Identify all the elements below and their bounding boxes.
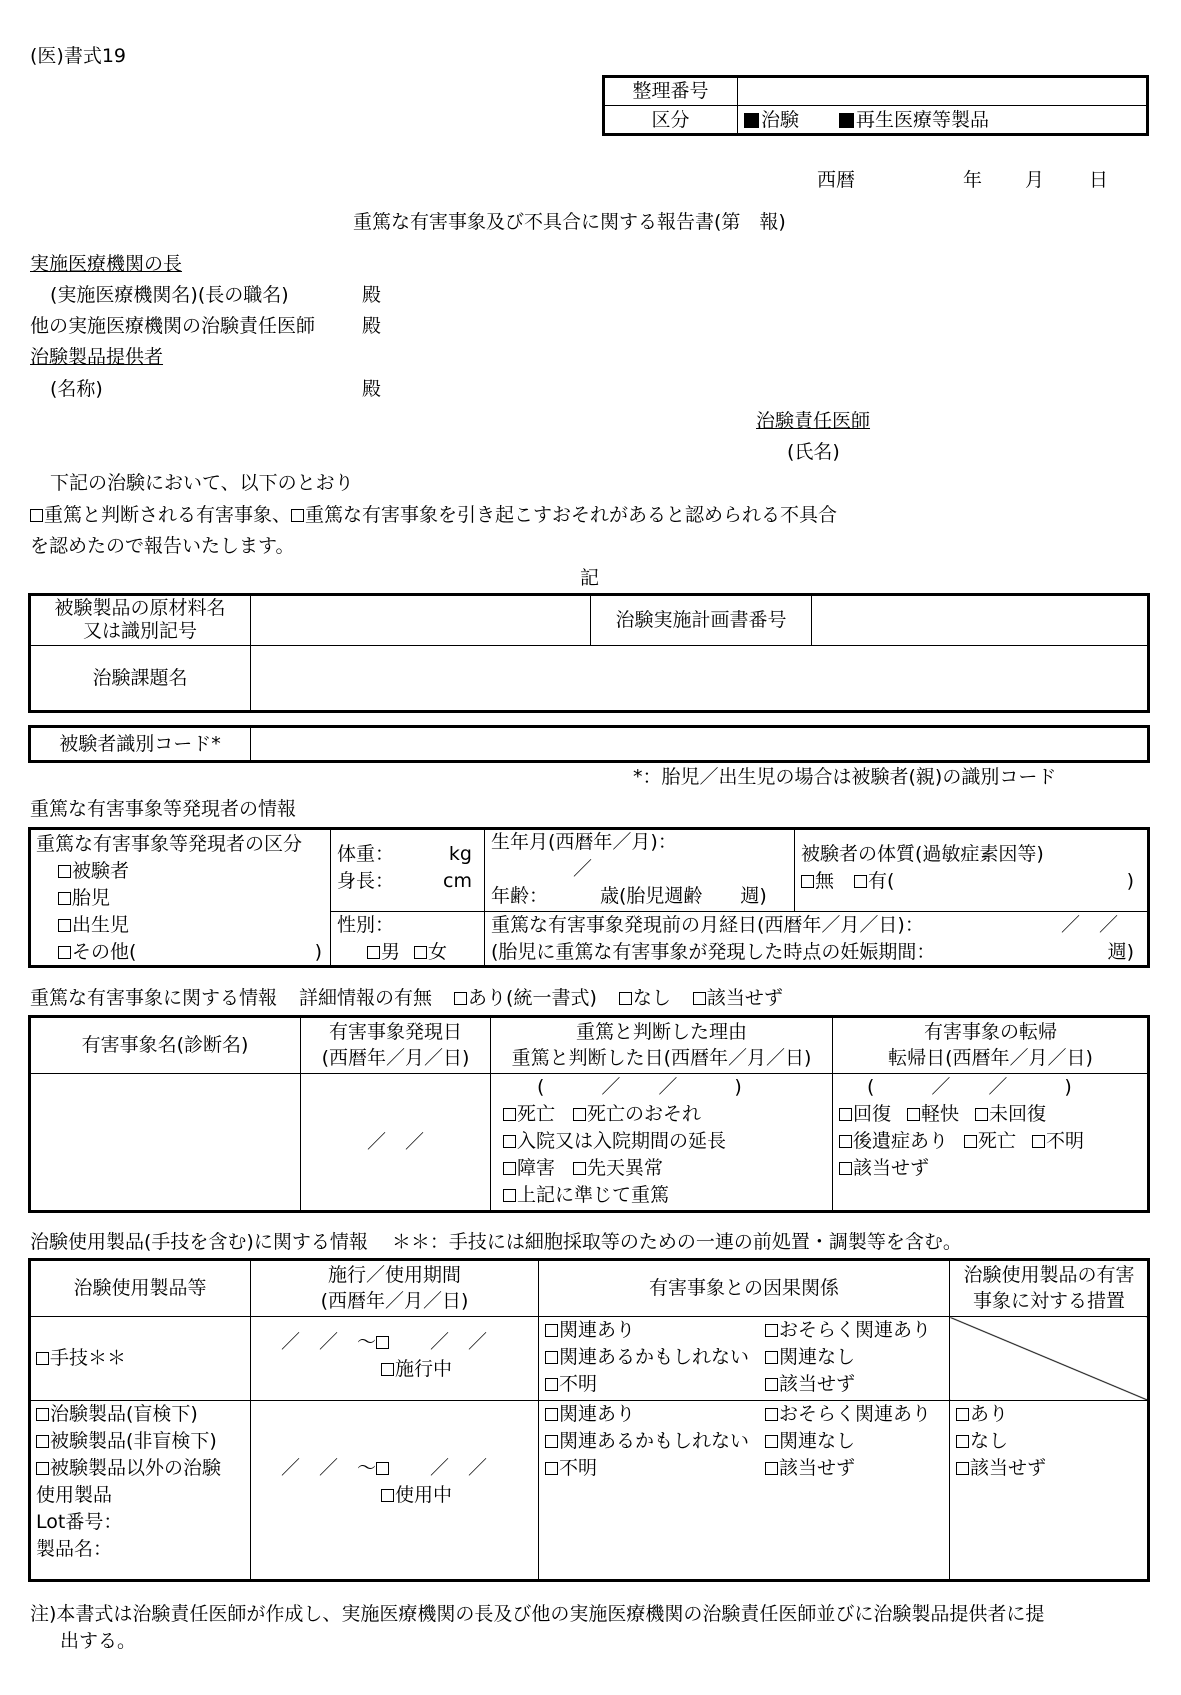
- sec5-note: ＊＊：手技には細胞採取等のための一連の前処置・調製等を含む。: [391, 1231, 962, 1253]
- admin-box: [603, 76, 1148, 135]
- reason-hosp: 入院又は入院期間の延長: [517, 1130, 727, 1152]
- checkbox-icon[interactable]: [545, 1462, 558, 1475]
- date-month: 月: [1025, 169, 1045, 191]
- reason-disability: 障害: [517, 1157, 556, 1179]
- kubun-options: [738, 106, 1148, 135]
- checkbox-icon[interactable]: [30, 509, 43, 522]
- checkbox-icon[interactable]: [765, 1408, 778, 1421]
- causal-na: 該当せず: [779, 1373, 856, 1395]
- checkbox-icon[interactable]: [545, 1351, 558, 1364]
- opt-newborn: 出生児: [72, 914, 130, 936]
- h-ae-name: 有害事象名(診断名): [30, 1017, 301, 1074]
- checkbox-icon[interactable]: [503, 1189, 516, 1202]
- causal-unknown: 不明: [559, 1373, 598, 1395]
- age-unit: 歳(胎児週齢 週): [600, 885, 767, 907]
- pregnancy-label: (胎児に重篤な有害事象が発現した時点の妊娠期間：: [491, 940, 936, 963]
- seiri-label: 整理番号: [604, 77, 738, 106]
- sec4-detail: 詳細情報の有無: [299, 987, 433, 1009]
- date-day: 日: [1089, 169, 1109, 191]
- product-name-label: 製品名：: [36, 1538, 113, 1560]
- lot-label: Lot番号：: [36, 1511, 123, 1533]
- action-no: なし: [970, 1430, 1009, 1452]
- detail-opt1: あり(統一書式): [468, 987, 597, 1009]
- height-label: 身長：: [337, 870, 395, 892]
- tech-period-start[interactable]: ／ ／ ～: [281, 1331, 377, 1353]
- constitution-label: 被験者の体質(過敏症素因等): [801, 843, 1044, 865]
- menstrual-slashes: ／ ／: [1060, 913, 1118, 936]
- product-period-end[interactable]: ／ ／: [430, 1457, 488, 1479]
- birth-age-cell: [485, 829, 795, 912]
- causal-related: 関連あり: [559, 1403, 636, 1425]
- sex-label: 性別：: [337, 913, 395, 936]
- ae-name-value[interactable]: [30, 1074, 301, 1212]
- weight-label: 体重：: [337, 843, 395, 865]
- trial-info-table: [29, 594, 1149, 712]
- h-causal: 有害事象との因果関係: [539, 1260, 950, 1317]
- checkbox-icon[interactable]: [454, 992, 467, 1005]
- checkbox-icon[interactable]: [36, 1462, 49, 1475]
- birth-slash: ／: [573, 858, 593, 880]
- product-blind: 治験製品(盲検下): [50, 1403, 198, 1425]
- outcome-death: 死亡: [978, 1130, 1017, 1152]
- reason-other: 上記に準じて重篤: [517, 1184, 670, 1206]
- footnote-line1: 注)本書式は治験責任医師が作成し、実施医療機関の長及び他の実施医療機関の治験責任医師並びに治験製品提供者に提: [30, 1603, 1045, 1625]
- body-size-cell: [331, 829, 485, 912]
- product-period-start[interactable]: ／ ／ ～: [281, 1457, 377, 1479]
- checkbox-icon[interactable]: [1032, 1135, 1045, 1148]
- checkbox-icon[interactable]: [573, 1108, 586, 1121]
- checkbox-icon[interactable]: [503, 1135, 516, 1148]
- addr-head-title: 実施医療機関の長: [30, 253, 183, 275]
- checkbox-icon[interactable]: [503, 1162, 516, 1175]
- sec4-title: 重篤な有害事象に関する情報: [30, 987, 278, 1009]
- date-era: 西暦: [817, 169, 856, 191]
- tech-action-crossed: [950, 1317, 1149, 1401]
- checkbox-icon[interactable]: [36, 1435, 49, 1448]
- checkbox-icon[interactable]: [956, 1435, 969, 1448]
- subject-code-value[interactable]: [251, 727, 1149, 762]
- date-year: 年: [963, 169, 983, 191]
- causal-unknown: 不明: [559, 1457, 598, 1479]
- checkbox-icon[interactable]: [839, 1162, 852, 1175]
- checkbox-icon[interactable]: [381, 1363, 394, 1376]
- checkbox-icon[interactable]: [291, 509, 304, 522]
- h-onset: 有害事象発現日 (西暦年／月／日): [301, 1017, 491, 1074]
- sex-male: 男: [381, 940, 401, 963]
- intro-line3: を認めたので報告いたします。: [30, 535, 295, 557]
- constitution-yes: 有(: [868, 870, 895, 892]
- intro-line1: 下記の治験において、以下のとおり: [50, 472, 354, 494]
- sec5-line: [30, 1230, 962, 1255]
- checkbox-icon[interactable]: [765, 1351, 778, 1364]
- h-outcome: 有害事象の転帰 転帰日(西暦年／月／日): [833, 1017, 1149, 1074]
- checkbox-icon[interactable]: [907, 1108, 920, 1121]
- checkbox-icon[interactable]: [956, 1462, 969, 1475]
- constitution-cell: 被験者の体質(過敏症素因等) 無 有( ): [795, 829, 1149, 912]
- adverse-event-table: [29, 1016, 1149, 1212]
- addr-provider: 治験製品提供者: [30, 346, 164, 368]
- checkbox-icon[interactable]: [503, 1108, 516, 1121]
- kubun-opt1: 治験: [761, 108, 800, 131]
- causal-unrelated: 関連なし: [779, 1430, 856, 1452]
- subject-code-table: [29, 726, 1149, 762]
- checkbox-icon[interactable]: [58, 865, 71, 878]
- checkbox-icon[interactable]: [381, 1489, 394, 1502]
- subject-value[interactable]: [251, 646, 1149, 712]
- page-title: 重篤な有害事象及び不具合に関する報告書(第 報): [353, 211, 786, 233]
- reason-death: 死亡: [517, 1103, 556, 1125]
- checkbox-icon[interactable]: [854, 875, 867, 888]
- patient-info-table: [29, 828, 1149, 967]
- protocol-no-value[interactable]: [812, 595, 1149, 646]
- h-period: 施行／使用期間 (西暦年／月／日): [251, 1260, 539, 1317]
- tech-label: 手技＊＊: [50, 1347, 127, 1369]
- dono-2: 殿: [362, 315, 382, 337]
- birth-label: 生年月(西暦年／月)：: [491, 831, 677, 853]
- seiri-value[interactable]: [738, 77, 1148, 106]
- constitution-none: 無: [815, 870, 835, 892]
- checkbox-icon[interactable]: [58, 946, 71, 959]
- checkbox-icon[interactable]: [36, 1408, 49, 1421]
- h-action: 治験使用製品の有害 事象に対する措置: [950, 1260, 1149, 1317]
- checkbox-icon[interactable]: [36, 1352, 49, 1365]
- detail-opt3: 該当せず: [706, 987, 783, 1009]
- action-na: 該当せず: [970, 1457, 1047, 1479]
- sec3-title: 重篤な有害事象等発現者の情報: [30, 798, 297, 820]
- intro-opt-defect: 重篤な有害事象を引き起こすおそれがあると認められる不具合: [305, 504, 838, 526]
- checkbox-icon[interactable]: [956, 1408, 969, 1421]
- product-open: 被験製品(非盲検下): [50, 1430, 217, 1452]
- patient-kubun-cell: 重篤な有害事象等発現者の区分 被験者 胎児 出生児 その他( ): [30, 829, 331, 967]
- code-note: *：胎児／出生児の場合は被験者(親)の識別コード: [633, 766, 1057, 788]
- causal-na: 該当せず: [779, 1457, 856, 1479]
- addr-provider-name: (名称): [50, 378, 103, 400]
- tech-causal-cell: [539, 1317, 950, 1401]
- causal-possible: 関連あるかもしれない: [559, 1346, 750, 1368]
- checkbox-icon[interactable]: [573, 1162, 586, 1175]
- reporter-title: 治験責任医師: [756, 410, 871, 432]
- material-label: 被験製品の原材料名 又は識別記号: [30, 595, 251, 646]
- sec4-line: [30, 986, 783, 1011]
- reason-date[interactable]: ( ／ ／ ): [537, 1076, 742, 1098]
- checkbox-icon[interactable]: [545, 1435, 558, 1448]
- checkbox-icon[interactable]: [765, 1462, 778, 1475]
- product-period-cell: [251, 1401, 539, 1581]
- opt-fetus: 胎児: [72, 887, 111, 909]
- dono-1: 殿: [362, 284, 382, 306]
- outcome-unknown: 不明: [1046, 1130, 1085, 1152]
- causal-probable: おそらく関連あり: [779, 1319, 932, 1341]
- product-cell: [30, 1401, 251, 1581]
- sec5-title: 治験使用製品(手技を含む)に関する情報: [30, 1231, 368, 1253]
- product-other: 被験製品以外の治験: [50, 1457, 222, 1479]
- h-product: 治験使用製品等: [30, 1260, 251, 1317]
- checkbox-icon[interactable]: [414, 946, 427, 959]
- subject-label: 治験課題名: [30, 646, 251, 712]
- outcome-date[interactable]: ( ／ ／ ): [867, 1076, 1072, 1098]
- checkbox-icon[interactable]: [58, 892, 71, 905]
- checkbox-icon[interactable]: [964, 1135, 977, 1148]
- subject-code-label: 被験者識別コード*: [30, 727, 251, 762]
- causal-related: 関連あり: [559, 1319, 636, 1341]
- form-code: (医)書式19: [30, 45, 127, 67]
- checkbox-icon[interactable]: [839, 1135, 852, 1148]
- footnote-line2: 出する。: [60, 1630, 137, 1652]
- checkbox-icon[interactable]: [545, 1378, 558, 1391]
- kubun-opt2: 再生医療等製品: [856, 108, 990, 131]
- reason-cell: [491, 1074, 833, 1212]
- addr-head-name: (実施医療機関名)(長の職名): [50, 284, 289, 306]
- cm-unit: cm: [443, 870, 472, 892]
- causal-probable: おそらく関連あり: [779, 1403, 932, 1425]
- ki-label: 記: [580, 567, 600, 589]
- product-ongoing: 使用中: [395, 1484, 453, 1506]
- menstrual-cell: [485, 911, 1149, 966]
- outcome-unrecovered: 未回復: [989, 1103, 1047, 1125]
- onset-date[interactable]: ／ ／: [301, 1074, 491, 1212]
- opt-other: その他(: [72, 941, 137, 963]
- opt-subject: 被験者: [72, 860, 130, 882]
- intro-opt-ae: 重篤と判断される有害事象、: [44, 504, 292, 526]
- age-label: 年齢：: [491, 885, 549, 907]
- reason-death-risk: 死亡のおそれ: [587, 1103, 702, 1125]
- filled-checkbox-icon[interactable]: [744, 113, 759, 128]
- action-cell: [950, 1401, 1149, 1581]
- causal-unrelated: 関連なし: [779, 1346, 856, 1368]
- menstrual-label: 重篤な有害事象発現前の月経日(西暦年／月／日)：: [491, 913, 924, 936]
- checkbox-icon[interactable]: [693, 992, 706, 1005]
- checkbox-icon[interactable]: [765, 1435, 778, 1448]
- tech-period-cell: [251, 1317, 539, 1401]
- checkbox-icon[interactable]: [545, 1408, 558, 1421]
- product-other-l2: 使用製品: [36, 1484, 113, 1506]
- checkbox-icon[interactable]: [765, 1324, 778, 1337]
- checkbox-icon[interactable]: [58, 919, 71, 932]
- filled-checkbox-icon[interactable]: [839, 113, 854, 128]
- addr-other: 他の実施医療機関の治験責任医師: [30, 315, 316, 337]
- tech-ongoing: 施行中: [395, 1358, 453, 1380]
- sex-female: 女: [428, 940, 448, 963]
- checkbox-icon[interactable]: [839, 1108, 852, 1121]
- action-yes: あり: [970, 1403, 1009, 1425]
- outcome-recovered: 回復: [853, 1103, 892, 1125]
- reporter-name: (氏名): [787, 441, 840, 463]
- checkbox-icon[interactable]: [975, 1108, 988, 1121]
- patient-kubun-label: 重篤な有害事象等発現者の区分: [36, 833, 303, 855]
- reason-congenital: 先天異常: [587, 1157, 664, 1179]
- product-table: [29, 1259, 1149, 1581]
- checkbox-icon[interactable]: [545, 1324, 558, 1337]
- kg-unit: kg: [448, 843, 472, 865]
- sex-cell: [331, 911, 485, 966]
- checkbox-icon[interactable]: [376, 1462, 389, 1475]
- checkbox-icon[interactable]: [765, 1378, 778, 1391]
- outcome-cell: [833, 1074, 1149, 1212]
- dono-3: 殿: [362, 378, 382, 400]
- checkbox-icon[interactable]: [801, 875, 814, 888]
- material-value[interactable]: [251, 595, 591, 646]
- checkbox-icon[interactable]: [367, 946, 380, 959]
- pregnancy-week: 週): [1107, 940, 1134, 963]
- causal-possible: 関連あるかもしれない: [559, 1430, 750, 1452]
- tech-cell: [30, 1317, 251, 1401]
- outcome-sequela: 後遺症あり: [853, 1130, 949, 1152]
- outcome-improved: 軽快: [921, 1103, 960, 1125]
- product-causal-cell: [539, 1401, 950, 1581]
- checkbox-icon[interactable]: [619, 992, 632, 1005]
- h-reason: 重篤と判断した理由 重篤と判断した日(西暦年／月／日): [491, 1017, 833, 1074]
- tech-period-end[interactable]: ／ ／: [430, 1331, 488, 1353]
- outcome-na: 該当せず: [853, 1157, 930, 1179]
- checkbox-icon[interactable]: [376, 1336, 389, 1349]
- protocol-no-label: 治験実施計画書番号: [591, 595, 812, 646]
- detail-opt2: なし: [632, 987, 671, 1009]
- intro-line2: [30, 503, 837, 528]
- kubun-label: 区分: [604, 106, 738, 135]
